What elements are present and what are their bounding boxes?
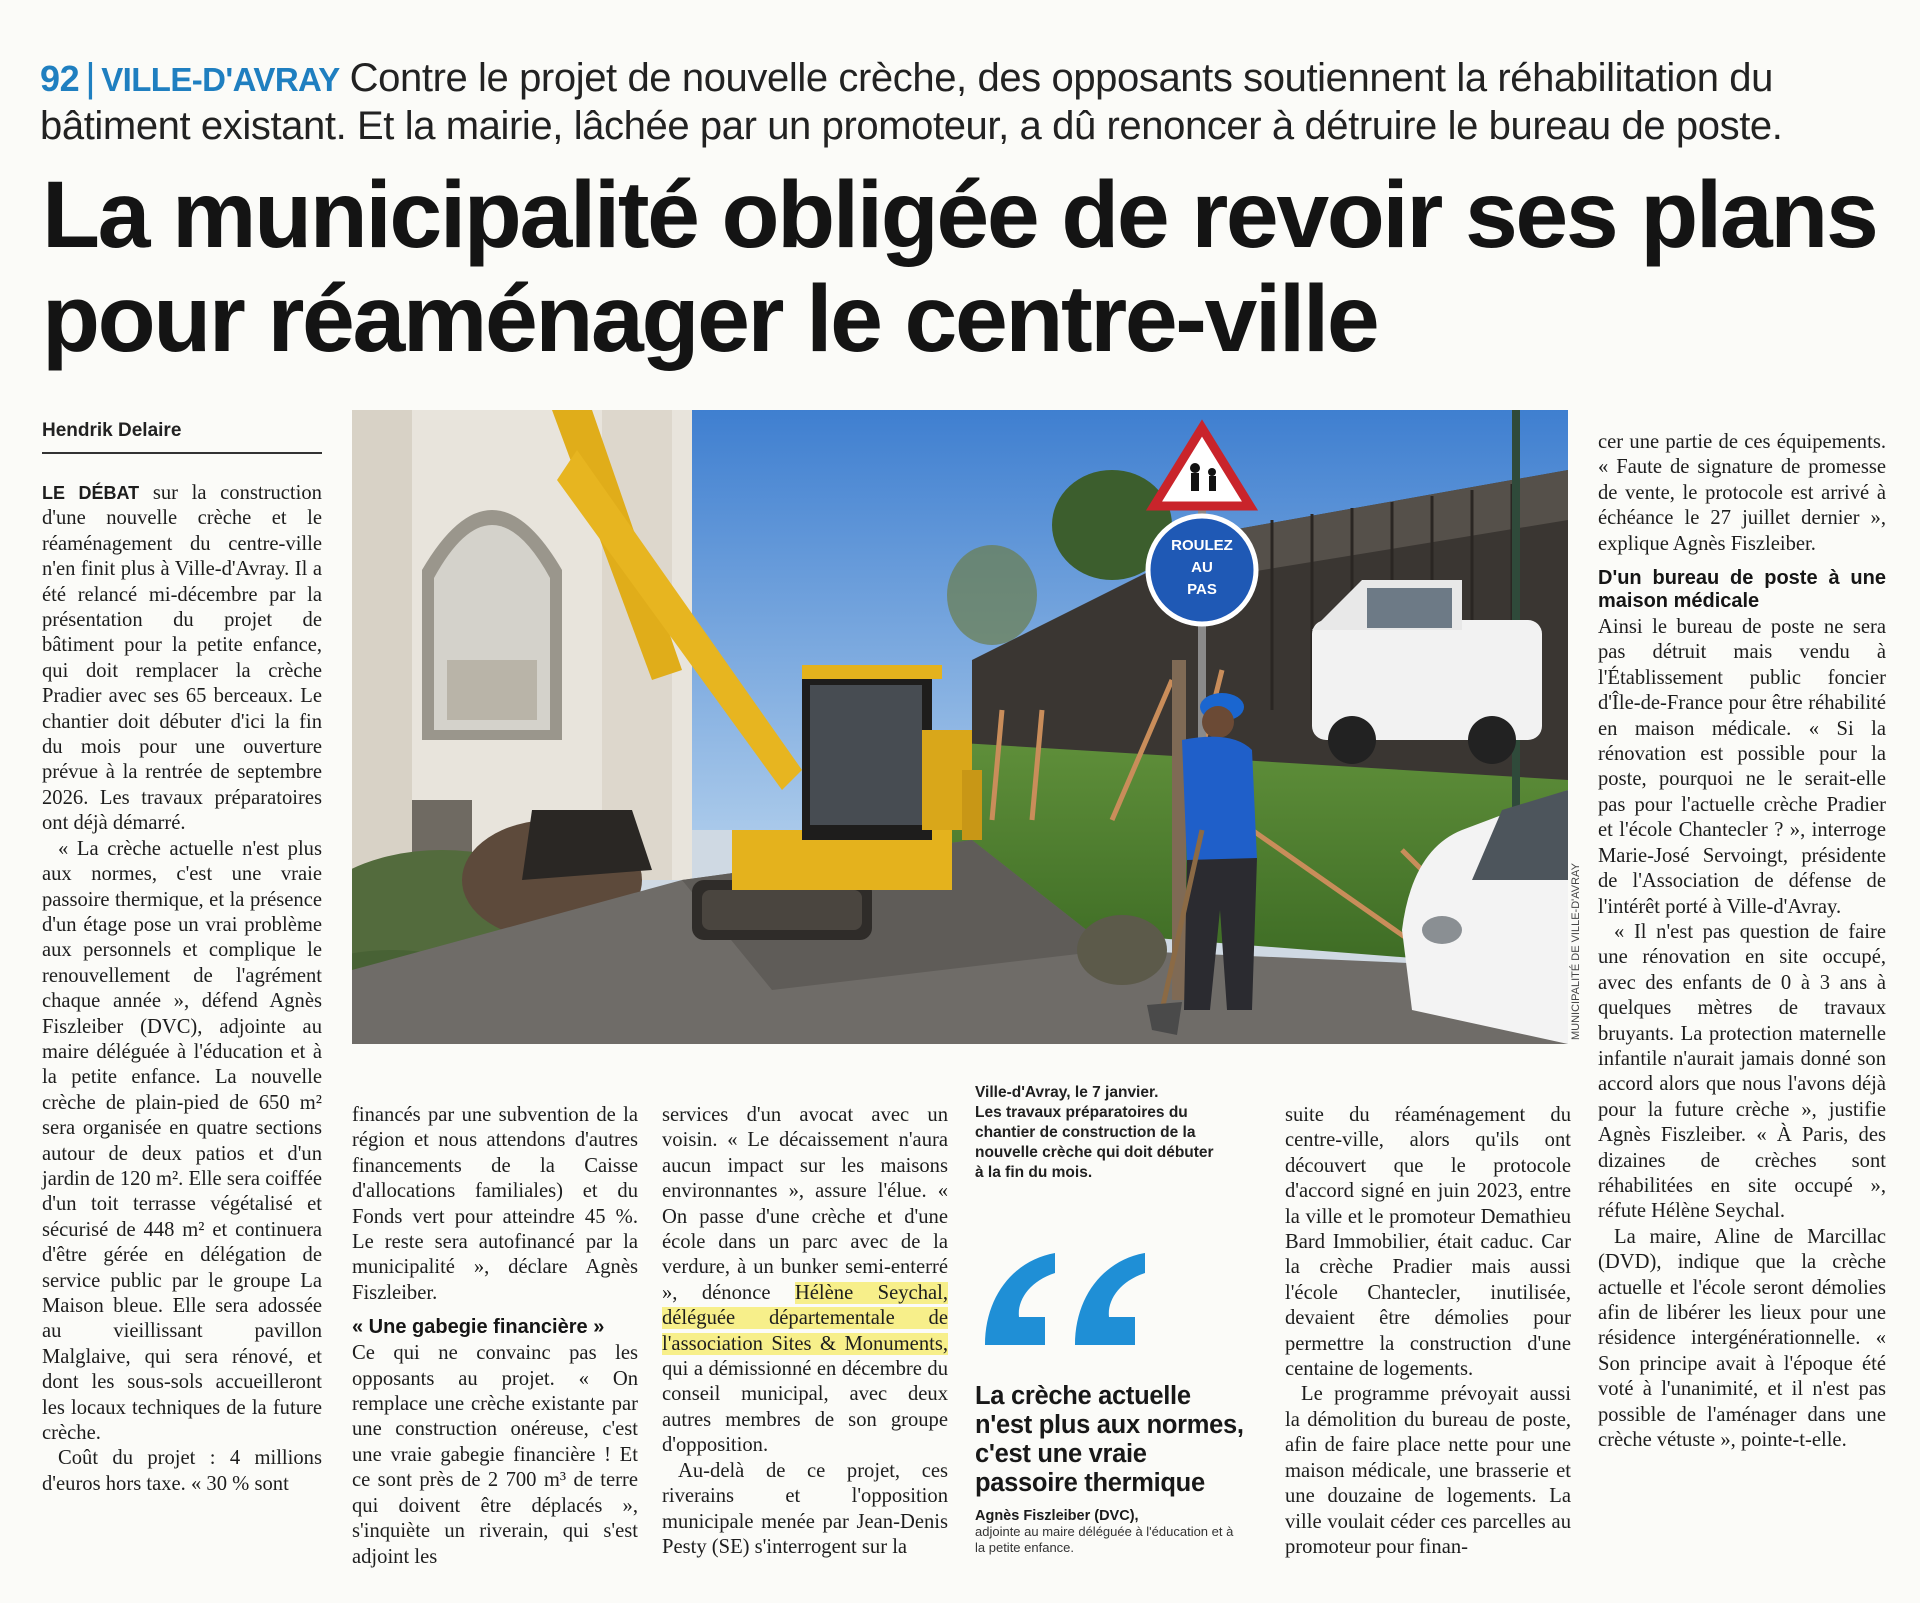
headline: La municipalité obligée de revoir ses plans pour réaménager le centre-ville [42,162,1877,372]
paragraph: Ainsi le bureau de poste ne sera pas détruit mais vendu à l'Établissement public foncier d'Île-de-France pour être réhabilité en maison médicale. « Si la rénovation est possible pour la poste, pourquoi ne le serait-elle pas pour l'actuelle crèche Pradier et l'école Chantecler ? », interroge Marie-José Servoingt, présidente de l'Association de défense de l'intérêt porté à Ville-d'Avray. [1598,616,1886,918]
kicker [40,55,1900,149]
byline: Hendrik Delaire [42,420,322,454]
paragraph: financés par une subvention de la région et nous attendons d'autres financements de la Caisse d'allocations familiales) et du Fonds vert pour atteindre 45 %. Le reste sera autofinancé par la municipalité », déclare Agnès Fiszleiber. [352,1104,638,1304]
department-number: 92 [40,58,80,99]
kicker-separator: | [85,56,96,100]
sign-line-2: AU [1191,559,1213,576]
highlighted-text: Hélène Seychal, déléguée départementale de l'association Sites & Monuments, [662,1281,948,1355]
article-column-1 [42,481,322,1497]
paragraph: suite du réaménagement du centre-ville, alors qu'ils ont découvert que le protocole d'accord signé en juin 2023, entre la ville et le promoteur Demathieu Bard Immobilier, était caduc. Car la crèche Pradier mais aussi l'école Chantecler, inutilisée, devaient être démolies pour permettre la construction d'une centaine de logements. [1285,1104,1571,1381]
paragraph-text: sur la construction d'une nouvelle crèche et le réaménagement du centre-ville n'en finit plus à Ville-d'Avray. Il a été relancé mi-décembre par la présentation du projet de bâtiment pour la petite enfance, qui doit remplacer la crèche Pradier avec ses 65 berceaux. Le chantier doit débuter d'ici la fin du mois pour une ouverture prévue à la rentrée de septembre 2026. Les travaux préparatoires ont déjà démarré. [42,482,322,835]
paragraph-text: qui a démissionné en décembre du conseil municipal, avec deux autres membres de son groupe d'opposition. [662,1358,948,1457]
paragraph: « La crèche actuelle n'est plus aux normes, c'est une vraie passoire thermique, et la présence d'un étage pose un vrai problème aux personnels et complique le renouvellement de l'agrément chaque année », défend Agnès Fiszleiber (DVC), adjointe au maire déléguée à l'éducation et à la petite enfance. La nouvelle crèche de plain-pied de 650 m² sera organisée en quatre sections autour de deux patios et d'un jardin de 120 m². Elle sera coiffée d'un toit terrasse végétalisé et sécurisé de 448 m² et continuera d'être gérée en délégation de service public par le groupe La Maison bleue. Elle sera adossée au vieillissant pavillon Malglaive, qui sera rénové, et dont les sous-sols accueilleront les locaux techniques de la future crèche. [42,837,322,1445]
photo-caption [975,1083,1215,1183]
paragraph: La maire, Aline de Marcillac (DVD), indique que la crèche actuelle et l'école seront démolies afin de libérer les lieux pour une résidence intergénérationnelle. « Son principe avait à l'époque été voté à l'unanimité, et il n'est pas possible de l'aménager dans une crèche vétuste », pointe-t-elle. [1598,1225,1886,1452]
sign-line-3: PAS [1187,581,1217,598]
article-column-3 [662,1103,948,1560]
photo-credit: MUNICIPALITÉ DE VILLE-D'AVRAY [1570,863,1582,1040]
construction-site-photo [352,410,1568,1044]
subheading: « Une gabegie financière » [352,1316,605,1339]
city-label: VILLE-D'AVRAY [101,61,340,98]
paragraph: cer une partie de ces équipements. « Faute de signature de promesse de vente, le protocole est arrivé à échéance le 27 juillet dernier », explique Agnès Fiszleiber. [1598,431,1886,555]
subheading: D'un bureau de poste à une maison médicale [1598,567,1886,613]
paragraph: Ce qui ne convainc pas les opposants au projet. « On remplace une crèche existante par une construction onéreuse, c'est une vraie gabegie financière ! Et ce sont près de 2 700 m³ de terre qui doivent être déplacés », s'inquiète un riverain, qui s'est adjoint les [352,1342,638,1568]
paragraph [42,481,322,837]
article-column-5 [1285,1103,1571,1560]
paragraph: Coût du projet : 4 millions d'euros hors taxe. « 30 % sont [42,1447,322,1495]
quote-author: Agnès Fiszleiber (DVC), [975,1508,1139,1524]
quote-text: La crèche actuelle n'est plus aux normes, c'est une vraie passoire thermique [975,1382,1244,1497]
lead-in: LE DÉBAT [42,483,140,503]
quote-author-role: adjointe au maire déléguée à l'éducation et à la petite enfance. [975,1524,1234,1555]
article-photo [352,410,1568,1044]
paragraph: « Il n'est pas question de faire une rénovation en site occupé, avec des enfants de 0 à 3 ans à quelques mètres de travaux bruyants. La protection maternelle infantile n'aurait jamais donné son accord alors que nous l'avons déjà pour la future crèche », justifie Agnès Fiszleiber. « À Paris, des dizaines de crèches sont réhabilitées en site occupé », réfute Hélène Seychal. [1598,920,1886,1223]
article-column-6 [1598,430,1886,1453]
paragraph: Le programme prévoyait aussi la démolition du bureau de poste, afin de faire place nette pour une maison médicale, une brasserie et une douzaine de logements. La ville voulait céder ces parcelles au promoteur pour finan- [1285,1383,1571,1558]
paragraph: Au-delà de ce projet, ces riverains et l'opposition municipale menée par Jean-Denis Pesty (SE) s'interrogent sur la [662,1459,948,1558]
paragraph-text: services d'un avocat avec un voisin. « Le décaissement n'aura aucun impact sur les maisons environnantes », assure l'élue. « On passe d'une crèche et d'une école dans un parc avec de la verdure, à un bunker semi-enterré », dénonce [662,1104,948,1304]
caption-text: Les travaux préparatoires du chantier de construction de la nouvelle crèche qui doit débuter à la fin du mois. [975,1104,1214,1181]
pull-quote [975,1245,1245,1556]
paragraph [662,1103,948,1459]
article-column-2 [352,1103,638,1570]
quote-marks-icon [975,1245,1175,1355]
caption-title: Ville-d'Avray, le 7 janvier. [975,1084,1159,1101]
speed-limit-sign [1148,516,1256,624]
kicker-text: Contre le projet de nouvelle crèche, des opposants soutiennent la réhabilitation du bâtiment existant. Et la mairie, lâchée par un promoteur, a dû renoncer à détruire le bureau de poste. [40,56,1783,148]
sign-line-1: ROULEZ [1171,537,1233,554]
